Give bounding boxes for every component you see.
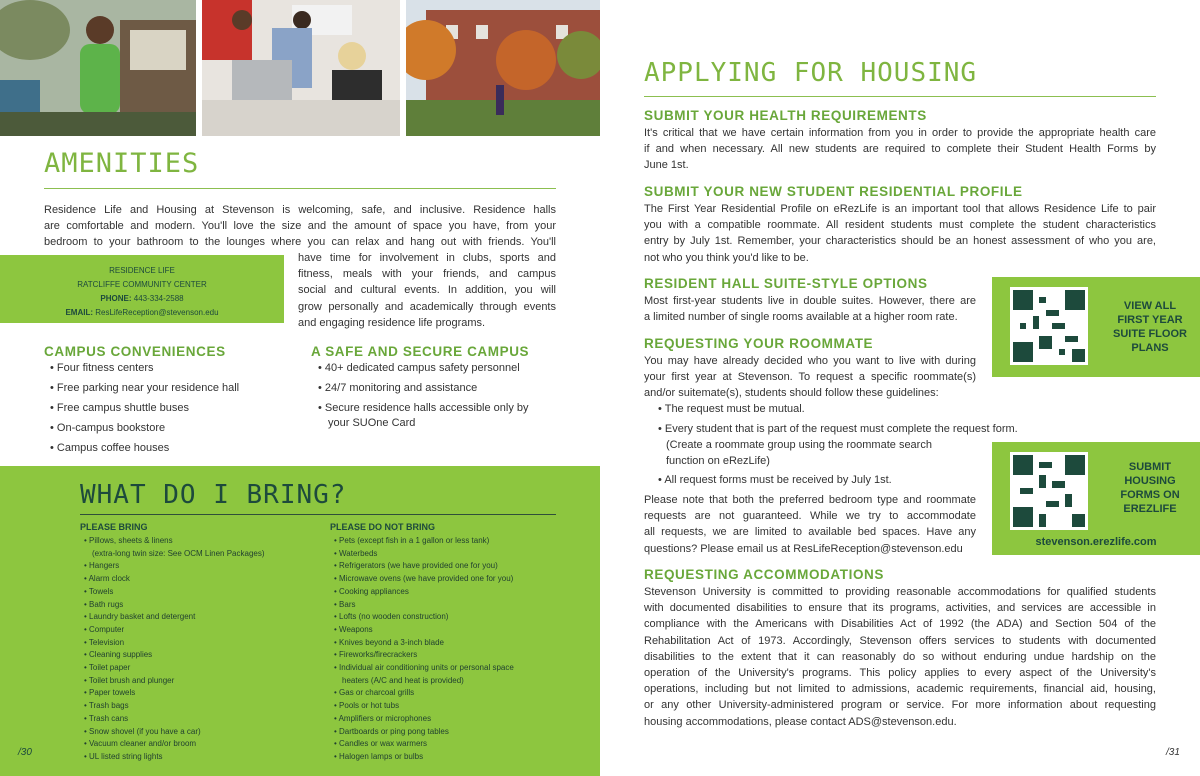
roommate-note bbox=[644, 492, 976, 557]
contact-box bbox=[0, 255, 284, 323]
list-item: • Hangers bbox=[84, 560, 265, 573]
list-item: • Individual air conditioning units or personal space bbox=[334, 662, 514, 675]
health-line: It's critical that we have certain information from you in order to provide the appropriate health care bbox=[644, 127, 1156, 139]
list-item: • Campus coffee houses bbox=[50, 438, 239, 458]
qr-box-floor-plans[interactable] bbox=[992, 277, 1200, 377]
list-item: • Refrigerators (we have provided one for you) bbox=[334, 560, 514, 573]
profile-paragraph bbox=[644, 201, 1156, 266]
caption-line: VIEW ALL bbox=[1123, 300, 1177, 312]
profile-line: entry by July 1st. Remember, your characteristics should be an honest assessment of who you are, bbox=[644, 235, 1156, 248]
bring-title: WHAT DO I BRING? bbox=[80, 480, 347, 510]
list-item: • Paper towels bbox=[84, 687, 265, 700]
health-line: if and when necessary. All new students are required to complete their Student Health Forms by bbox=[644, 143, 1156, 156]
safe-campus-list bbox=[318, 358, 529, 418]
list-item: • Fireworks/firecrackers bbox=[334, 649, 514, 662]
accommodations-line: with documented disabilities to ensure that its programs, activities, and services are accessible in bbox=[644, 602, 1156, 615]
contact-building: RATCLIFFE COMMUNITY CENTER bbox=[77, 280, 207, 289]
accommodations-paragraph bbox=[644, 584, 1156, 730]
caption-line: FIRST YEAR bbox=[1117, 314, 1183, 326]
list-item: • Candles or wax warmers bbox=[334, 738, 514, 751]
list-item: (extra-long twin size: See OCM Linen Packages) bbox=[92, 548, 265, 558]
list-item: heaters (A/C and heat is provided) bbox=[342, 675, 464, 685]
list-item: • Television bbox=[84, 637, 265, 650]
list-item: • Amplifiers or microphones bbox=[334, 713, 514, 726]
list-item: • Microwave ovens (we have provided one for you) bbox=[334, 573, 514, 586]
profile-line: not who you think you'd like to be. bbox=[644, 251, 809, 264]
list-item: • Cleaning supplies bbox=[84, 649, 265, 662]
note-line: requests are not guaranteed. While we try to accommodate bbox=[644, 510, 976, 523]
amenities-paragraph bbox=[44, 202, 556, 251]
amenities-line: Residence Life and Housing at Stevenson is welcoming, safe, and inclusive. Residence halls bbox=[44, 204, 556, 216]
caption-line: SUBMIT bbox=[1128, 461, 1172, 473]
list-item: • Computer bbox=[84, 624, 265, 637]
contact-phone: 443-334-2588 bbox=[133, 294, 184, 303]
amenities-divider bbox=[44, 188, 556, 189]
list-item: • Alarm clock bbox=[84, 573, 265, 586]
qr-caption-floor-plans bbox=[1102, 299, 1198, 355]
amenities-line: are comfortable and modern. You'll love the size and the amount of space you have, from your bbox=[44, 220, 556, 233]
amenities-paragraph-continued bbox=[298, 250, 556, 331]
list-item: • Laundry basket and detergent bbox=[84, 611, 265, 624]
qr-code-icon[interactable] bbox=[1010, 287, 1088, 365]
amenities-line: grow personally and academically through events bbox=[298, 300, 556, 313]
erezlife-url[interactable]: stevenson.erezlife.com bbox=[1035, 536, 1157, 548]
list-item: • Vacuum cleaner and/or broom bbox=[84, 738, 265, 751]
accommodations-line: Rehabilitation Act of 1973. Accordingly, Stevenson offers services to students with documented bbox=[644, 634, 1156, 647]
list-item: • 24/7 monitoring and assistance bbox=[318, 378, 529, 398]
list-item: • Bath rugs bbox=[84, 599, 265, 612]
list-item: • Free parking near your residence hall bbox=[50, 378, 239, 398]
list-item: • Dartboards or ping pong tables bbox=[334, 726, 514, 739]
roommate-bullet-text: The request must be mutual. bbox=[664, 403, 805, 415]
list-item: • UL listed string lights bbox=[84, 751, 265, 764]
qr-caption-housing-forms bbox=[1102, 460, 1198, 516]
list-item: • Trash cans bbox=[84, 713, 265, 726]
page-number-left: /30 bbox=[18, 747, 32, 758]
suite-line: Most first-year students live in double suites. However, there are bbox=[644, 295, 976, 307]
suite-paragraph bbox=[644, 293, 976, 325]
accommodations-line: or any other University-administered program or service. For more information about requesting bbox=[644, 699, 1156, 712]
applying-title: APPLYING FOR HOUSING bbox=[644, 58, 978, 88]
accommodations-line: Stevenson University is committed to providing reasonable accommodations for qualified students bbox=[644, 586, 1156, 598]
suite-line: a limited number of single rooms available at a higher room rate. bbox=[644, 311, 958, 324]
caption-line: PLANS bbox=[1131, 342, 1169, 354]
do-not-bring-title: PLEASE DO NOT BRING bbox=[330, 522, 436, 532]
profile-title: SUBMIT YOUR NEW STUDENT RESIDENTIAL PROFILE bbox=[644, 184, 1023, 199]
accommodations-line: operations, including but not limited to admissions, academic requirements, financial aid, housing, bbox=[644, 683, 1156, 696]
caption-line: HOUSING bbox=[1124, 475, 1176, 487]
caption-line: FORMS ON bbox=[1120, 489, 1180, 501]
photo-residence-halls bbox=[406, 0, 600, 136]
list-item: • Snow shovel (if you have a car) bbox=[84, 726, 265, 739]
caption-line: EREZLIFE bbox=[1123, 503, 1177, 515]
conveniences-title: CAMPUS CONVENIENCES bbox=[44, 344, 226, 359]
amenities-line: and engaging residence life programs. bbox=[298, 316, 486, 329]
profile-line: you with a compatible roommate. All resident students must complete the student characteristics bbox=[644, 219, 1156, 232]
amenities-line: have time for involvement in clubs, sports and bbox=[298, 252, 556, 264]
roommate-bullet: • All request forms must be received by July 1st. bbox=[658, 474, 892, 486]
contact-phone-row bbox=[0, 292, 284, 306]
list-item: • Towels bbox=[84, 586, 265, 599]
suite-title: RESIDENT HALL SUITE-STYLE OPTIONS bbox=[644, 276, 928, 291]
accommodations-line: housing accommodations, please contact ADS@stevenson.edu. bbox=[644, 715, 957, 728]
roommate-bullet: • The request must be mutual. bbox=[658, 403, 805, 415]
list-item: • Gas or charcoal grills bbox=[334, 687, 514, 700]
amenities-line: bedroom to your bathroom to the lounges where you can relax and hang out with friends. You'll bbox=[44, 236, 556, 249]
list-item: • Weapons bbox=[334, 624, 514, 637]
health-title: SUBMIT YOUR HEALTH REQUIREMENTS bbox=[644, 108, 927, 123]
health-paragraph bbox=[644, 125, 1156, 174]
please-bring-title: PLEASE BRING bbox=[80, 522, 148, 532]
list-item: • Halogen lamps or bulbs bbox=[334, 751, 514, 764]
safe-campus-continuation: your SUOne Card bbox=[328, 417, 416, 429]
accommodations-line: compliance with the Americans with Disabilities Act of 1992 (the ADA) and Section 504 of the bbox=[644, 618, 1156, 631]
list-item: • Pets (except fish in a 1 gallon or less tank) bbox=[334, 535, 514, 548]
list-item: • Trash bags bbox=[84, 700, 265, 713]
list-item: • Toilet paper bbox=[84, 662, 265, 675]
contact-email[interactable]: ResLifeReception@stevenson.edu bbox=[95, 308, 219, 317]
list-item: • Bars bbox=[334, 599, 514, 612]
list-item: • Pillows, sheets & linens bbox=[84, 535, 265, 548]
list-item: • Secure residence halls accessible only by bbox=[318, 398, 529, 418]
roommate-bullet: • Every student that is part of the request must complete the request form. (Create a roommate group using the roommate search function on eRezLife) bbox=[658, 421, 1018, 470]
list-item: • 40+ dedicated campus safety personnel bbox=[318, 358, 529, 378]
page-number-right: /31 bbox=[1166, 747, 1180, 758]
roommate-bullet-text: (Create a roommate group using the roommate search bbox=[666, 439, 932, 452]
please-bring-list bbox=[84, 535, 265, 764]
phone-label: PHONE: bbox=[100, 294, 132, 303]
roommate-bullet-text: function on eRezLife) bbox=[666, 455, 770, 468]
note-line: questions? Please email us at ResLifeReception@stevenson.edu bbox=[644, 542, 963, 555]
contact-office: RESIDENCE LIFE bbox=[109, 266, 175, 275]
note-line: Please note that both the preferred bedroom type and roommate bbox=[644, 494, 976, 506]
list-item: • Lofts (no wooden construction) bbox=[334, 611, 514, 624]
amenities-line: social and cultural events. In addition, you will bbox=[298, 284, 556, 297]
do-not-bring-list bbox=[334, 535, 514, 764]
contact-email-row bbox=[0, 306, 284, 320]
health-line: June 1st. bbox=[644, 159, 689, 172]
roommate-line: your first year at Stevenson. To request a specific roommate(s) bbox=[644, 371, 976, 384]
list-item: • Four fitness centers bbox=[50, 358, 239, 378]
roommate-line: You may have already decided who you want to live with during bbox=[644, 355, 976, 367]
bring-divider bbox=[80, 514, 556, 515]
accommodations-title: REQUESTING ACCOMMODATIONS bbox=[644, 567, 884, 582]
list-item: • Cooking appliances bbox=[334, 586, 514, 599]
caption-line: SUITE FLOOR bbox=[1113, 328, 1187, 340]
list-item: • Free campus shuttle buses bbox=[50, 398, 239, 418]
applying-divider bbox=[644, 96, 1156, 97]
qr-box-housing-forms[interactable] bbox=[992, 442, 1200, 555]
accommodations-line: operation of the University's programs. This policy applies to every aspect of the University's bbox=[644, 667, 1156, 680]
photo-student-waving bbox=[0, 0, 196, 136]
roommate-bullet-text: Every student that is part of the request must complete the request form. bbox=[664, 423, 1018, 435]
accommodations-line: disabilities to the extent that it can reasonably do so without enduring undue hardship on the bbox=[644, 650, 1156, 663]
list-item: • Knives beyond a 3-inch blade bbox=[334, 637, 514, 650]
list-item: • Waterbeds bbox=[334, 548, 514, 561]
note-line: all requests, we are limited to available bed spaces. Have any bbox=[644, 526, 976, 539]
list-item: • Pools or hot tubs bbox=[334, 700, 514, 713]
roommate-bullet-text: All request forms must be received by July 1st. bbox=[664, 474, 892, 486]
roommate-paragraph bbox=[644, 353, 976, 402]
profile-line: The First Year Residential Profile on eRezLife is an important tool that allows Residence Life to pair bbox=[644, 203, 1156, 215]
email-label: EMAIL: bbox=[65, 308, 93, 317]
list-item: • Toilet brush and plunger bbox=[84, 675, 265, 688]
photo-coffee-shop bbox=[202, 0, 400, 136]
amenities-line: fitness, meals with your friends, and campus bbox=[298, 268, 556, 281]
roommate-line: and/or suitemate(s), students should follow these guidelines: bbox=[644, 387, 939, 400]
roommate-title: REQUESTING YOUR ROOMMATE bbox=[644, 336, 874, 351]
list-item: • On-campus bookstore bbox=[50, 418, 239, 438]
conveniences-list bbox=[50, 358, 239, 458]
qr-code-icon[interactable] bbox=[1010, 452, 1088, 530]
amenities-title: AMENITIES bbox=[44, 148, 200, 179]
safe-campus-title: A SAFE AND SECURE CAMPUS bbox=[311, 344, 530, 359]
